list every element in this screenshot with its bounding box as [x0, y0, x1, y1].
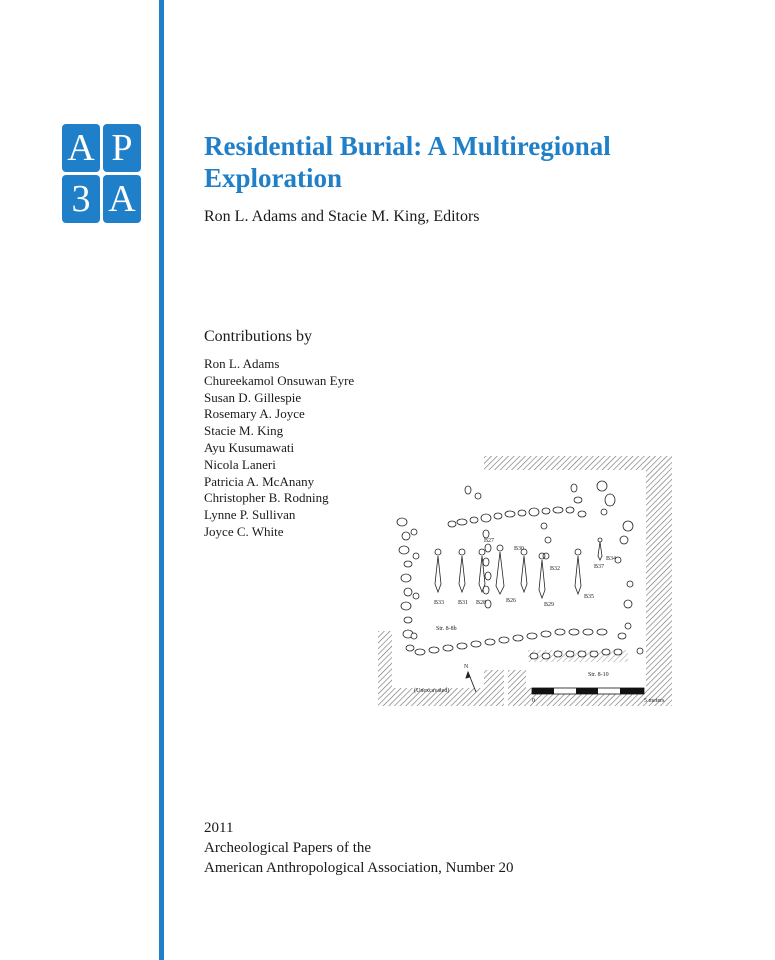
- contributions-heading: Contributions by: [204, 328, 313, 345]
- north-label: N: [464, 664, 469, 670]
- contributor-name: Stacie M. King: [204, 423, 284, 439]
- ap3a-logo: [62, 124, 140, 224]
- contributor-name: Ayu Kusumawati: [204, 439, 295, 455]
- burial-label: B31: [458, 600, 469, 606]
- series-line-1: Archeological Papers of the: [204, 840, 372, 856]
- logo-tile: A: [62, 124, 100, 172]
- publication-info: [204, 818, 514, 878]
- contributor-name: Chureekamol Onsuwan Eyre: [204, 372, 355, 388]
- burial-label: B26: [506, 598, 517, 604]
- contributor-name: Rosemary A. Joyce: [204, 406, 305, 422]
- burial-label: B37: [594, 564, 605, 570]
- burial-label: B30: [514, 546, 525, 552]
- logo-tile: A: [103, 175, 141, 223]
- scale-start-label: 0: [532, 698, 535, 704]
- contributor-name: Lynne P. Sullivan: [204, 507, 296, 523]
- publication-year: 2011: [204, 820, 234, 836]
- contributor-name: Christopher B. Rodning: [204, 490, 329, 506]
- burial-site-plan: [378, 456, 672, 706]
- stone-walls: [397, 481, 643, 659]
- contributor-name: Nicola Laneri: [204, 456, 276, 472]
- burial-label: B35: [584, 594, 595, 600]
- logo-tile: 3: [62, 175, 100, 223]
- contributor-name: Joyce C. White: [204, 523, 284, 539]
- contributor-name: Ron L. Adams: [204, 356, 280, 371]
- hatched-areas: [378, 456, 672, 706]
- burial-label: B29: [544, 602, 555, 608]
- scale-bar: [532, 688, 644, 694]
- scale-end-label: 5 meters: [644, 698, 665, 704]
- vertical-rule: [159, 0, 164, 960]
- contributor-name: Patricia A. McAnany: [204, 473, 315, 489]
- structure-label: Str. 8-10: [588, 672, 609, 678]
- burial-label: B32: [550, 566, 561, 572]
- series-line-2: American Anthropological Association, Number 20: [204, 860, 514, 876]
- burial-label: B34: [606, 556, 617, 562]
- burial-label: B33: [434, 600, 445, 606]
- burial-label: B27: [484, 538, 495, 544]
- editors-line: Ron L. Adams and Stacie M. King, Editors: [204, 208, 480, 225]
- book-title: Residential Burial: A Multiregional Exploration: [204, 131, 611, 193]
- contributor-name: Susan D. Gillespie: [204, 389, 302, 405]
- logo-tile: P: [103, 124, 141, 172]
- unexcavated-label: (Unexcavated): [414, 688, 450, 694]
- burial-label: B28: [476, 600, 487, 606]
- structure-label: Str. 8-8b: [436, 626, 457, 632]
- contributors-list: [204, 356, 354, 541]
